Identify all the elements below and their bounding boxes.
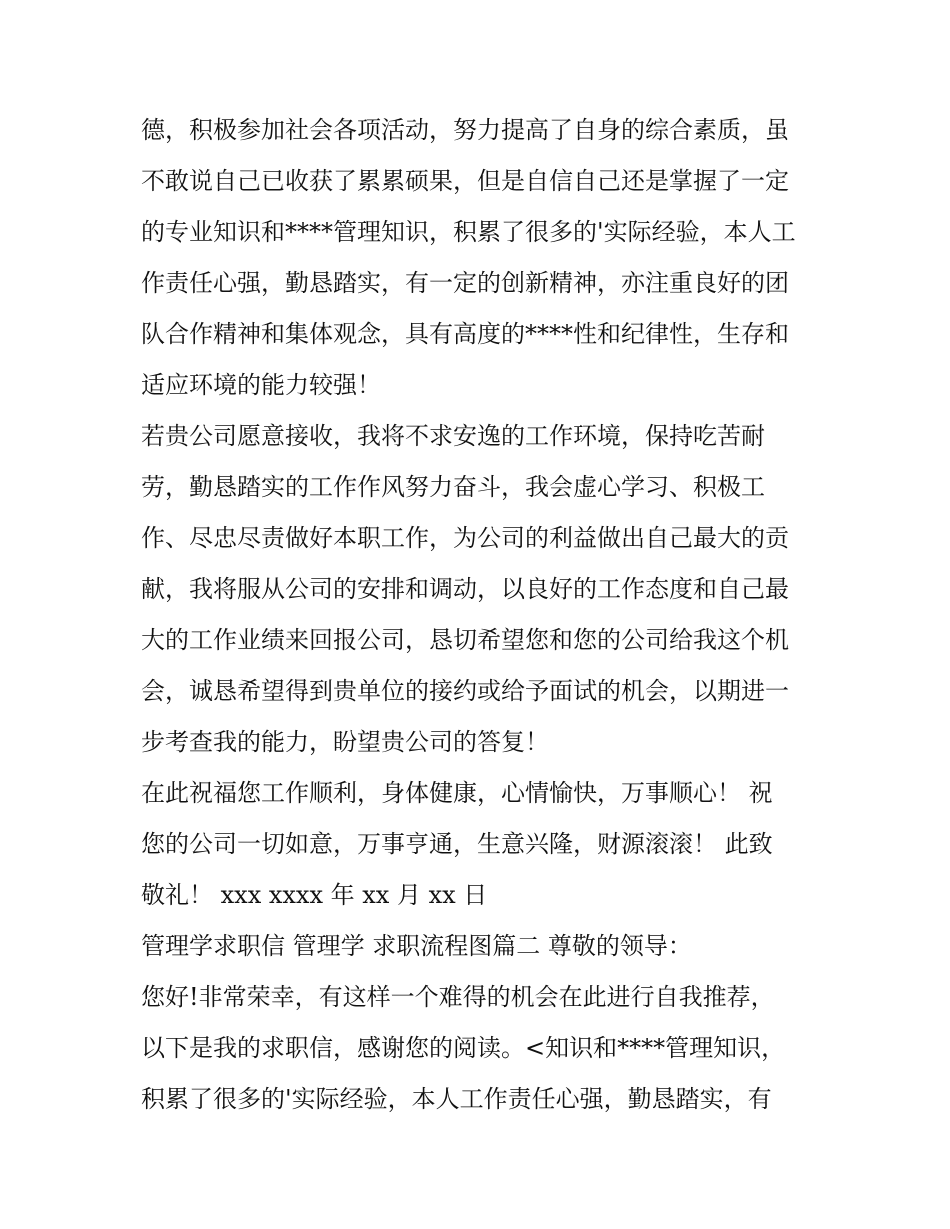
text-line: 您的公司一切如意，万事亨通，生意兴隆，财源滚滚！ 此致 — [141, 830, 773, 858]
text-line: 大的工作业绩来回报公司，恳切希望您和您的公司给我这个机 — [141, 626, 789, 654]
text-line: 适应环境的能力较强！ — [141, 371, 381, 399]
text-line: 劳，勤恳踏实的工作作风努力奋斗，我会虚心学习、积极工 — [141, 473, 765, 501]
text-line: 德，积极参加社会各项活动，努力提高了自身的综合素质，虽 — [141, 116, 789, 144]
text-line: 管理学求职信 管理学 求职流程图篇二 尊敬的领导： — [141, 932, 692, 960]
text-line: 若贵公司愿意接收，我将不求安逸的工作环境，保持吃苦耐 — [141, 422, 765, 450]
text-line: 作、尽忠尽责做好本职工作，为公司的利益做出自己最大的贡 — [141, 524, 789, 552]
text-line: 在此祝福您工作顺利，身体健康，心情愉快，万事顺心！ 祝 — [141, 779, 773, 807]
text-line: 积累了很多的'实际经验，本人工作责任心强，勤恳踏实，有 — [141, 1085, 772, 1113]
text-line: 献，我将服从公司的安排和调动，以良好的工作态度和自己最 — [141, 575, 789, 603]
text-line: 您好!非常荣幸，有这样一个难得的机会在此进行自我推荐， — [141, 983, 775, 1011]
text-line: 队合作精神和集体观念，具有高度的****性和纪律性，生存和 — [141, 320, 789, 348]
text-line: 步考查我的能力，盼望贵公司的答复！ — [141, 728, 549, 756]
text-line: 会，诚恳希望得到贵单位的接约或给予面试的机会，以期进一 — [141, 677, 789, 705]
text-line: 以下是我的求职信，感谢您的阅读。<知识和****管理知识， — [141, 1034, 786, 1062]
text-line: 作责任心强，勤恳踏实，有一定的创新精神，亦注重良好的团 — [141, 269, 789, 297]
text-line: 不敢说自己已收获了累累硕果，但是自信自己还是掌握了一定 — [141, 167, 789, 195]
text-line: 的专业知识和****管理知识，积累了很多的'实际经验，本人工 — [141, 218, 796, 246]
text-line: 敬礼！ xxx xxxx 年 xx 月 xx 日 — [141, 881, 488, 909]
document-body — [141, 105, 821, 1125]
